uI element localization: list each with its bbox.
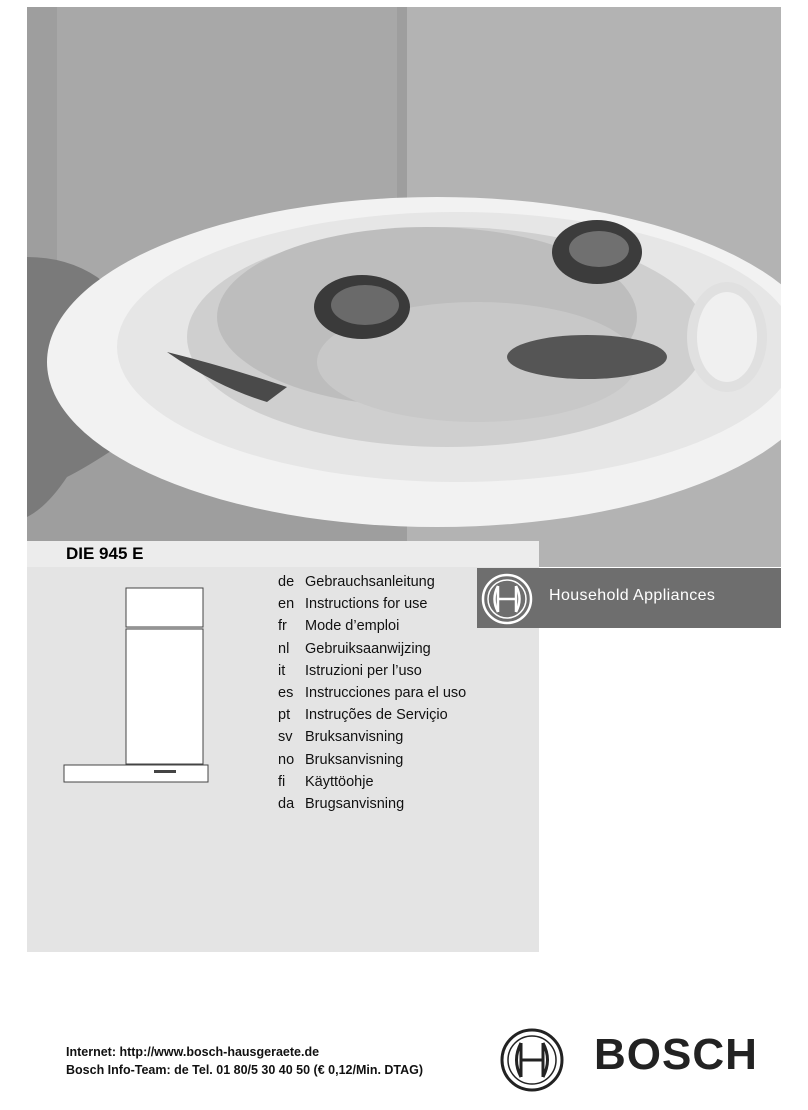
model-title: DIE 945 E bbox=[66, 544, 144, 563]
language-code: it bbox=[278, 662, 286, 679]
language-code: en bbox=[278, 596, 295, 613]
internet-line: Internet: http://www.bosch-hausgeraete.de bbox=[66, 1045, 320, 1059]
language-code: sv bbox=[278, 729, 293, 746]
language-row-it bbox=[278, 660, 466, 682]
language-label: Gebruiksaanwijzing bbox=[305, 640, 431, 657]
brand-tagline: Household Appliances bbox=[549, 587, 716, 604]
language-code: fr bbox=[278, 618, 287, 635]
language-label: Brugsanvisning bbox=[305, 796, 405, 813]
language-label: Instructions for use bbox=[305, 596, 428, 613]
bosch-armature-icon bbox=[499, 1027, 565, 1093]
language-label: Istruzioni per l’uso bbox=[305, 662, 422, 679]
language-code: de bbox=[278, 574, 295, 590]
language-list bbox=[278, 571, 466, 815]
language-row-de bbox=[278, 571, 466, 593]
language-row-nl bbox=[278, 638, 466, 660]
language-row-da bbox=[278, 793, 466, 815]
language-label: Gebrauchsanleitung bbox=[305, 574, 435, 590]
language-label: Bruksanvisning bbox=[305, 751, 404, 768]
language-row-es bbox=[278, 682, 466, 704]
language-label: Käyttöohje bbox=[305, 773, 374, 790]
language-row-pt bbox=[278, 704, 466, 726]
language-code: es bbox=[278, 685, 294, 702]
language-code: nl bbox=[278, 640, 290, 657]
cover-photo bbox=[27, 7, 781, 567]
info-team-line: Bosch Info-Team: de Tel. 01 80/5 30 40 50 (€ 0,12/Min. DTAG) bbox=[66, 1063, 424, 1077]
range-hood-drawing bbox=[62, 587, 212, 787]
language-code: da bbox=[278, 796, 295, 813]
language-label: Mode d’emploi bbox=[305, 618, 400, 635]
bosch-armature-icon bbox=[480, 572, 534, 626]
language-label: Instruções de Serviçio bbox=[305, 707, 448, 724]
contact-info bbox=[66, 1043, 423, 1079]
language-row-no bbox=[278, 749, 466, 771]
language-label: Bruksanvisning bbox=[305, 729, 404, 746]
language-row-fi bbox=[278, 771, 466, 793]
language-row-sv bbox=[278, 726, 466, 748]
language-row-fr bbox=[278, 615, 466, 637]
plate-of-paella-photo bbox=[27, 7, 781, 567]
language-code: pt bbox=[278, 707, 291, 724]
language-code: fi bbox=[278, 773, 286, 790]
language-row-en bbox=[278, 593, 466, 615]
language-code: no bbox=[278, 751, 295, 768]
bosch-wordmark: BOSCH bbox=[594, 1030, 758, 1079]
language-label: Instrucciones para el uso bbox=[305, 685, 467, 702]
